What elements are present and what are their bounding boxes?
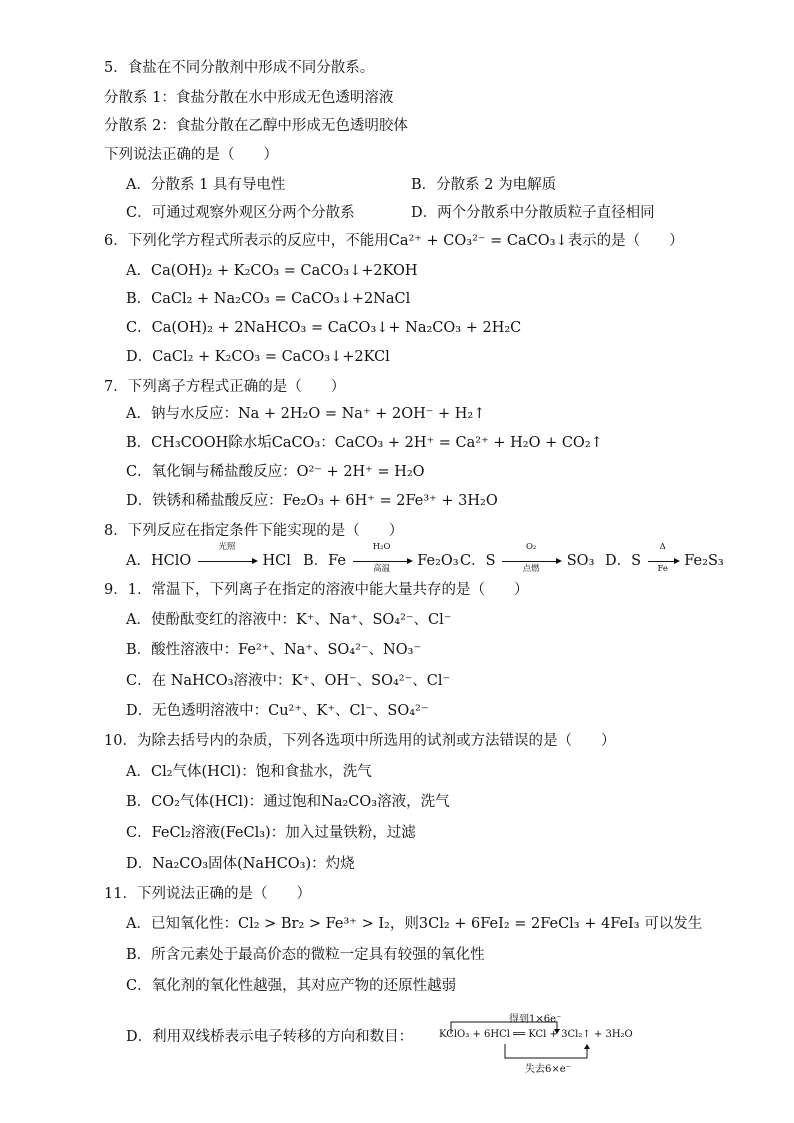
q5-option-b: B．分散系 2 为电解质 [411,177,557,193]
q5-stem: 5．食盐在不同分散剂中形成不同分散系。 [104,60,375,76]
q8-c-condition-bottom: 点燃 [522,564,540,574]
q8-a-reactant: A．HClO [126,553,192,569]
q11-option-b: B．所含元素处于最高价态的微粒一定具有较强的氧化性 [126,947,485,963]
q8-d-condition-top: Δ [659,542,666,552]
q7-option-b: B．CH₃COOH除水垢CaCO₃：CaCO₃ + 2H⁺ = Ca²⁺ + H₂O + CO₂↑ [126,435,603,451]
q8-d-condition-bottom: Fe [657,564,668,574]
q5-option-d: D．两个分散系中分散质粒子直径相同 [411,205,655,221]
q8-d-reactant: D．S [605,553,642,569]
q10-stem: 10．为除去括号内的杂质，下列各选项中所选用的试剂或方法错误的是（ ） [104,733,616,749]
q8-b-product: Fe₂O₃ [417,553,459,569]
redox-equation: KClO₃ + 6HCl ══ KCl + 3Cl₂↑ + 3H₂O [439,1029,633,1040]
q8-option-d [605,542,724,574]
q7-option-c: C．氧化铜与稀盐酸反应：O²⁻ + 2H⁺ = H₂O [126,464,425,480]
q5-system-1: 分散系 1：食盐分散在水中形成无色透明溶液 [104,90,394,106]
q8-b-reactant: B．Fe [303,553,347,569]
lose-electrons-label: 失去6×e⁻ [525,1064,571,1075]
q8-a-arrow [196,542,258,571]
q11-option-a: A．已知氧化性：Cl₂ > Br₂ > Fe³⁺ > I₂，则3Cl₂ + 6FeI₂ = 2FeCl₃ + 4FeI₃ 可以发生 [126,916,703,932]
q9-option-b: B．酸性溶液中：Fe²⁺、Na⁺、SO₄²⁻、NO₃⁻ [126,642,422,658]
q8-option-a [126,542,291,571]
q8-c-reactant: C．S [460,553,496,569]
q5-ask: 下列说法正确的是（ ） [104,147,278,163]
q7-option-a: A．钠与水反应：Na + 2H₂O = Na⁺ + 2OH⁻ + H₂↑ [126,406,486,422]
q11-option-c: C．氧化剂的氧化性越强，其对应产物的还原性越弱 [126,978,457,994]
q8-stem: 8．下列反应在指定条件下能实现的是（ ） [104,523,404,539]
q8-d-product: Fe₂S₃ [684,553,724,569]
q7-stem: 7．下列离子方程式正确的是（ ） [104,379,346,395]
reaction-arrow-icon [502,561,560,562]
q5-system-2: 分散系 2：食盐分散在乙醇中形成无色透明胶体 [104,118,408,134]
lose-arrowhead-icon [584,1044,590,1049]
q6-option-a: A．Ca(OH)₂ + K₂CO₃ = CaCO₃↓+2KOH [126,263,418,279]
reaction-arrow-icon [648,561,678,562]
q5-option-a: A．分散系 1 具有导电性 [126,177,286,193]
q11-option-d: D．利用双线桥表示电子转移的方向和数目： [126,1029,414,1045]
q6-option-d: D．CaCl₂ + K₂CO₃ = CaCO₃↓+2KCl [126,349,390,365]
q6-option-c: C．Ca(OH)₂ + 2NaHCO₃ = CaCO₃↓+ Na₂CO₃ + 2H₂C [126,320,522,336]
reaction-arrow-icon [198,561,256,562]
q11-stem: 11．下列说法正确的是（ ） [104,886,311,902]
q8-c-arrow [500,542,562,574]
q10-option-a: A．Cl₂气体(HCl)：饱和食盐水，洗气 [126,764,372,780]
gain-electrons-label: 得到1×6e⁻ [509,1014,562,1025]
q8-c-condition-top: O₂ [525,542,537,552]
q6-stem: 6．下列化学方程式所表示的反应中，不能用Ca²⁺ + CO₃²⁻ = CaCO₃↓表示的是（ ） [104,233,684,249]
electron-transfer-diagram [437,1012,697,1076]
lose-bridge-line [505,1044,587,1058]
q8-b-condition-bottom: 高温 [373,564,391,574]
q9-stem: 9．1．常温下，下列离子在指定的溶液中能大量共存的是（ ） [104,582,529,598]
reaction-arrow-icon [353,561,411,562]
q8-c-product: SO₃ [566,553,595,569]
q5-option-c: C．可通过观察外观区分两个分散系 [126,205,355,221]
q10-option-c: C．FeCl₂溶液(FeCl₃)：加入过量铁粉，过滤 [126,825,416,841]
q9-option-c: C．在 NaHCO₃溶液中：K⁺、OH⁻、SO₄²⁻、Cl⁻ [126,673,451,689]
q8-option-c [460,542,595,574]
q8-a-condition: 光照 [218,542,236,552]
q8-a-product: HCl [262,553,291,569]
q9-option-d: D．无色透明溶液中：Cu²⁺、K⁺、Cl⁻、SO₄²⁻ [126,703,429,719]
q6-option-b: B．CaCl₂ + Na₂CO₃ = CaCO₃↓+2NaCl [126,291,411,307]
q10-option-b: B．CO₂气体(HCl)：通过饱和Na₂CO₃溶液，洗气 [126,794,450,810]
q9-option-a: A．使酚酞变红的溶液中：K⁺、Na⁺、SO₄²⁻、Cl⁻ [126,612,452,628]
q8-d-arrow [646,542,680,574]
q10-option-d: D．Na₂CO₃固体(NaHCO₃)：灼烧 [126,856,355,872]
q7-option-d: D．铁锈和稀盐酸反应：Fe₂O₃ + 6H⁺ = 2Fe³⁺ + 3H₂O [126,493,498,509]
q8-b-condition-top: H₂O [372,542,391,552]
q8-b-arrow [351,542,413,574]
q8-option-b [303,542,459,574]
